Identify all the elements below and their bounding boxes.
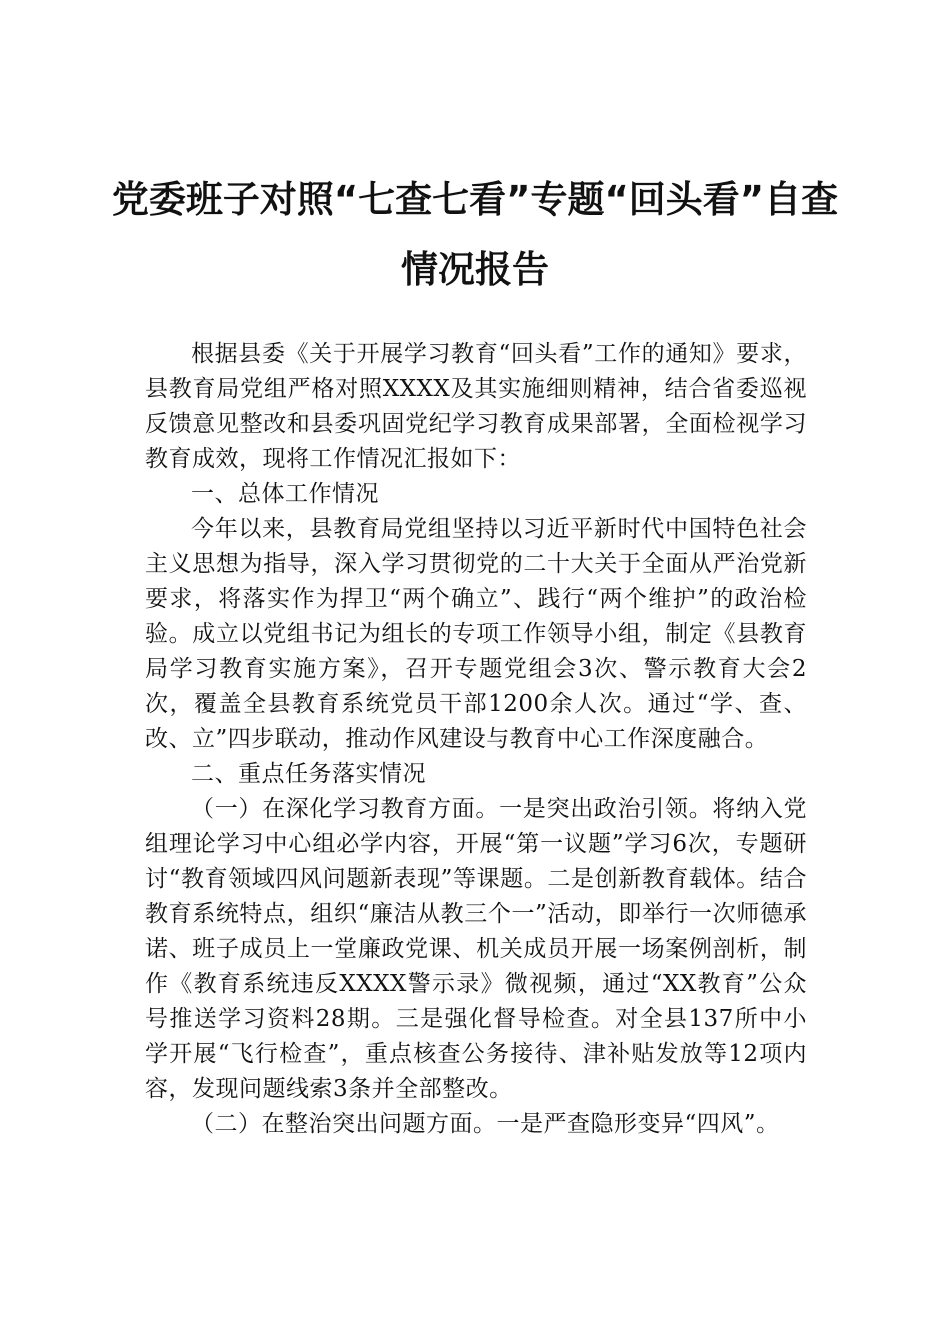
document-body: [145, 337, 807, 1142]
section-1-heading: 一、总体工作情况: [191, 481, 379, 507]
intro-paragraph: 根据县委《关于开展学习教育“回头看”工作的通知》要求，县教育局党组严格对照XXXX及其实施细则精神，结合省委巡视反馈意见整改和县委巩固党纪学习教育成果部署，全面检视学习教育成效，现将工作情况汇报如下：: [145, 341, 807, 472]
section-2-paragraph-2: （二）在整治突出问题方面。一是严查隐形变异“四风”。: [191, 1111, 780, 1137]
section-2-paragraph-1: （一）在深化学习教育方面。一是突出政治引领。将纳入党组理论学习中心组必学内容，开展“第一议题”学习6次，专题研讨“教育领域四风问题新表现”等课题。二是创新教育载体。结合教育系统特点，组织“廉洁从教三个一”活动，即举行一次师德承诺、班子成员上一堂廉政党课、机关成员开展一场案例剖析，制作《教育系统违反XXXX警示录》微视频，通过“XX教育”公众号推送学习资料28期。三是强化督导检查。对全县137所中小学开展“飞行检查”，重点核查公务接待、津补贴发放等12项内容，发现问题线索3条并全部整改。: [145, 796, 807, 1102]
document-title-line-1: 党委班子对照“七查七看”专题“回头看”自查: [111, 178, 839, 221]
section-2-heading: 二、重点任务落实情况: [191, 761, 426, 787]
document-title-line-2: 情况报告: [401, 248, 549, 291]
section-1-paragraph: 今年以来，县教育局党组坚持以习近平新时代中国特色社会主义思想为指导，深入学习贯彻党的二十大关于全面从严治党新要求，将落实作为捍卫“两个确立”、践行“两个维护”的政治检验。成立以党组书记为组长的专项工作领导小组，制定《县教育局学习教育实施方案》，召开专题党组会3次、警示教育大会2次，覆盖全县教育系统党员干部1200余人次。通过“学、查、改、立”四步联动，推动作风建设与教育中心工作深度融合。: [145, 516, 807, 752]
